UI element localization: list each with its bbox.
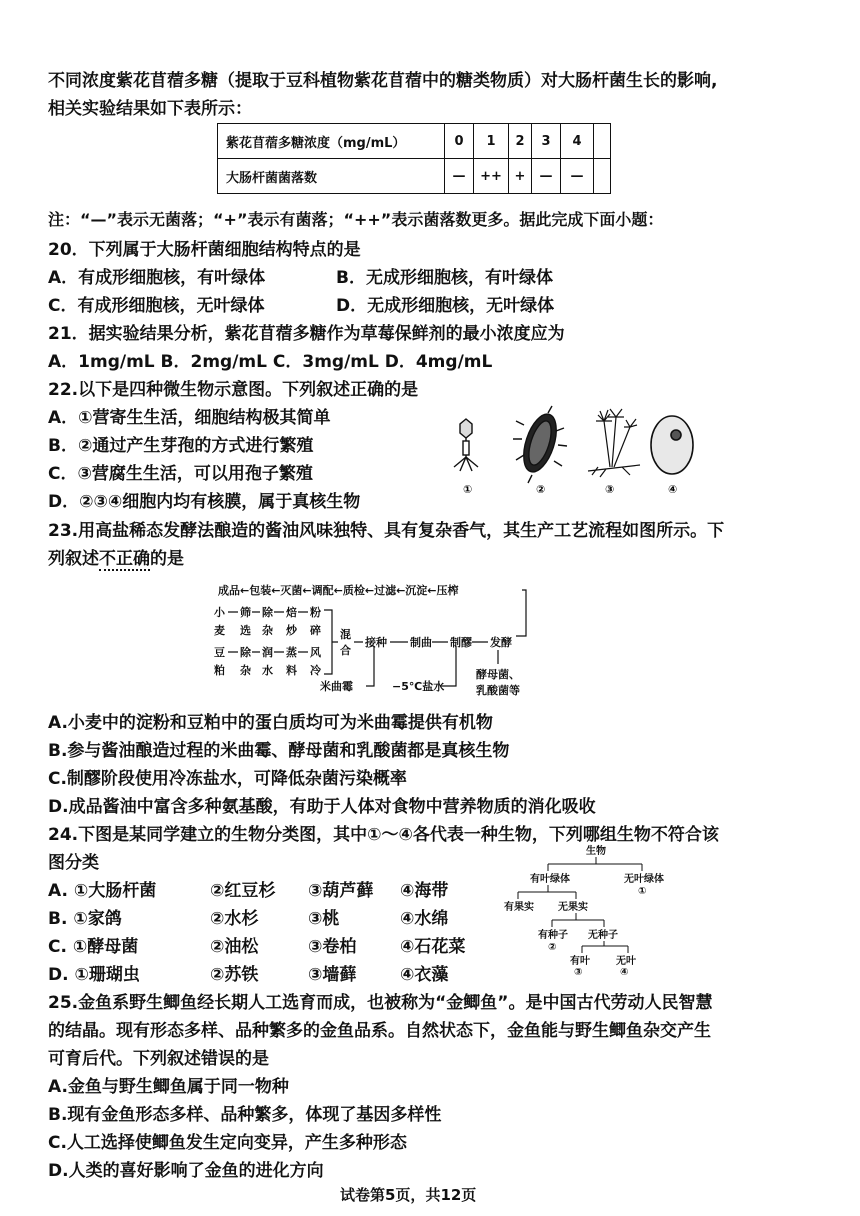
q22-option-b[interactable]: B．②通过产生芽孢的方式进行繁殖 (48, 436, 314, 456)
intro-line-1: 不同浓度紫花苜蓿多糖（提取于豆科植物紫花苜蓿中的糖类物质）对大肠杆菌生长的影响, (48, 71, 718, 91)
flow-koji: 制曲 (410, 636, 432, 649)
q22-option-a[interactable]: A．①营寄生生活，细胞结构极其简单 (48, 408, 331, 428)
q24-option-d-item: ③墙藓 (308, 965, 357, 985)
table-cell: + (509, 159, 532, 194)
q20-option-a[interactable]: A．有成形细胞核，有叶绿体 (48, 268, 266, 288)
q24-option-c[interactable]: C. ①酵母菌 (48, 937, 139, 957)
flow-bean: 蒸 (286, 646, 297, 659)
tree-node: ④ (620, 967, 629, 977)
q23-stem-post: 的是 (150, 549, 184, 569)
flow-wheat: 碎 (310, 624, 321, 637)
table-cell: 2 (509, 124, 532, 159)
flow-wheat: 麦 (214, 624, 225, 637)
table-row-label: 紫花苜蓿多糖浓度（mg/mL） (218, 124, 445, 159)
microbe-figure (440, 405, 710, 500)
q24-stem-line-1: 24.下图是某同学建立的生物分类图，其中①～④各代表一种生物，下列哪组生物不符合该 (48, 825, 719, 845)
q24-option-b-item: ③桃 (308, 909, 340, 929)
q23-option-c[interactable]: C.制醪阶段使用冷冻盐水，可降低杂菌污染概率 (48, 769, 407, 789)
q24-option-c-item: ④石花菜 (400, 937, 466, 957)
flow-wheat: 炒 (286, 624, 297, 637)
soy-sauce-flow-diagram (200, 578, 540, 703)
q20-stem: 20．下列属于大肠杆菌细胞结构特点的是 (48, 240, 361, 260)
q24-option-d-item: ②苏铁 (210, 965, 259, 985)
flow-yeast: 酵母菌、 (476, 668, 520, 681)
tree-node: 生物 (586, 846, 606, 857)
figure-label: ④ (668, 483, 678, 496)
figure-label: ③ (605, 483, 615, 496)
q24-option-a-item: ④海带 (400, 881, 449, 901)
yeast-icon (651, 416, 693, 474)
table-cell (594, 124, 611, 159)
table-cell: — (561, 159, 594, 194)
q25-stem-line-1: 25.金鱼系野生鲫鱼经长期人工选育而成，也被称为“金鲫鱼”。是中国古代劳动人民智慧 (48, 993, 713, 1013)
table-row (218, 159, 611, 194)
figure-label: ② (536, 483, 546, 496)
table-cell: 1 (474, 124, 509, 159)
flow-wheat: 选 (240, 624, 251, 637)
table-row-label: 大肠杆菌菌落数 (218, 159, 445, 194)
classification-tree (500, 842, 710, 977)
note: 注：“—”表示无菌落；“+”表示有菌落；“++”表示菌落数更多。据此完成下面小题： (48, 210, 664, 229)
intro-line-2: 相关实验结果如下表所示： (48, 99, 252, 119)
flow-ferment: 发酵 (490, 636, 512, 649)
flow-wheat: 除 (262, 606, 273, 619)
table-cell (594, 159, 611, 194)
flow-bean: 风 (310, 646, 321, 659)
flow-top-row: 成品←包装←灭菌←调配←质检←过滤←沉淀←压榨 (218, 584, 459, 597)
q23-stem-line-2 (48, 544, 184, 569)
q21-options[interactable]: A．1mg/mL B．2mg/mL C．3mg/mL D．4mg/mL (48, 352, 493, 372)
mold-icon (588, 409, 640, 477)
tree-node: 有种子 (538, 930, 568, 941)
q24-option-b-item: ④水绵 (400, 909, 449, 929)
q24-option-b[interactable]: B. ①家鸽 (48, 909, 122, 929)
flow-wheat: 粉 (310, 606, 321, 619)
tree-node: 无叶 (616, 956, 636, 967)
q25-stem-line-3: 可育后代。下列叙述错误的是 (48, 1049, 269, 1069)
flow-wheat: 小 (214, 606, 225, 619)
tree-node: 无叶绿体 (624, 874, 664, 885)
flow-aspergillus: 米曲霉 (320, 680, 353, 693)
q25-stem-line-2: 的结晶。现有形态多样、品种繁多的金鱼品系。自然状态下，金鱼能与野生鲫鱼杂交产生 (48, 1021, 711, 1041)
table-cell: — (445, 159, 474, 194)
flow-bean: 水 (262, 664, 273, 677)
tree-node: 有叶 (570, 956, 590, 967)
table-cell: 3 (532, 124, 561, 159)
q24-option-d[interactable]: D. ①珊瑚虫 (48, 965, 140, 985)
tree-node: 无种子 (588, 930, 618, 941)
tree-node: ③ (574, 967, 583, 977)
flow-wheat: 焙 (286, 606, 297, 619)
flow-wheat: 杂 (262, 624, 273, 637)
figure-label: ① (463, 483, 473, 496)
q24-option-b-item: ②水杉 (210, 909, 259, 929)
flow-inoculate: 接种 (365, 636, 387, 649)
q25-option-b[interactable]: B.现有金鱼形态多样、品种繁多，体现了基因多样性 (48, 1105, 442, 1125)
q25-option-c[interactable]: C.人工选择使鲫鱼发生定向变异，产生多种形态 (48, 1133, 407, 1153)
q24-option-a-item: ②红豆杉 (210, 881, 276, 901)
q24-option-c-item: ③卷柏 (308, 937, 357, 957)
q22-option-c[interactable]: C．③营腐生生活，可以用孢子繁殖 (48, 464, 313, 484)
q23-option-a[interactable]: A.小麦中的淀粉和豆粕中的蛋白质均可为米曲霉提供有机物 (48, 713, 493, 733)
flow-bean: 润 (262, 646, 273, 659)
experiment-table (217, 123, 611, 194)
flow-bean: 豆 (214, 646, 225, 659)
q25-option-d[interactable]: D.人类的喜好影响了金鱼的进化方向 (48, 1161, 324, 1181)
flow-mix: 混 (340, 628, 351, 641)
q22-stem: 22.以下是四种微生物示意图。下列叙述正确的是 (48, 380, 419, 400)
table-cell: ++ (474, 159, 509, 194)
q24-option-d-item: ④衣藻 (400, 965, 449, 985)
q20-option-b[interactable]: B．无成形细胞核，有叶绿体 (336, 268, 553, 288)
flow-bean: 杂 (240, 664, 251, 677)
flow-mash: 制醪 (450, 636, 472, 649)
tree-node: ① (638, 886, 647, 897)
tree-node: 有果实 (504, 902, 534, 913)
q25-option-a[interactable]: A.金鱼与野生鲫鱼属于同一物种 (48, 1077, 289, 1097)
page-footer: 试卷第5页，共12页 (340, 1186, 477, 1204)
table-cell: 4 (561, 124, 594, 159)
q24-option-c-item: ②油松 (210, 937, 259, 957)
flow-mix: 合 (340, 644, 351, 657)
table-row (218, 124, 611, 159)
flow-bean: 料 (286, 664, 297, 677)
flow-yeast: 乳酸菌等 (476, 684, 520, 697)
tree-node: 无果实 (558, 902, 588, 913)
flow-bean: 冷 (310, 664, 321, 677)
q23-stem-pre: 列叙述 (48, 549, 99, 569)
q23-option-d[interactable]: D.成品酱油中富含多种氨基酸，有助于人体对食物中营养物质的消化吸收 (48, 797, 596, 817)
q24-option-a[interactable]: A. ①大肠杆菌 (48, 881, 157, 901)
tree-node: 有叶绿体 (530, 874, 570, 885)
q24-option-a-item: ③葫芦藓 (308, 881, 374, 901)
virus-icon (454, 419, 478, 471)
bacterium-icon (513, 406, 567, 483)
flow-bean: 除 (240, 646, 251, 659)
q23-stem-line-1: 23.用高盐稀态发酵法酿造的酱油风味独特、具有复杂香气，其生产工艺流程如图所示。下 (48, 521, 725, 541)
q20-option-c[interactable]: C．有成形细胞核，无叶绿体 (48, 296, 265, 316)
flow-brine: −5℃盐水 (392, 680, 445, 693)
table-cell: 0 (445, 124, 474, 159)
q22-option-d[interactable]: D．②③④细胞内均有核膜，属于真核生物 (48, 492, 361, 512)
tree-node: ② (548, 942, 557, 953)
table-cell: — (532, 159, 561, 194)
q23-option-b[interactable]: B.参与酱油酿造过程的米曲霉、酵母菌和乳酸菌都是真核生物 (48, 741, 510, 761)
q21-stem: 21．据实验结果分析，紫花苜蓿多糖作为草莓保鲜剂的最小浓度应为 (48, 324, 565, 344)
q20-option-d[interactable]: D．无成形细胞核，无叶绿体 (336, 296, 555, 316)
q24-stem-line-2: 图分类 (48, 853, 99, 873)
flow-wheat: 筛 (240, 606, 251, 619)
flow-bean: 粕 (214, 664, 225, 677)
q23-stem-emphasis: 不正确 (99, 549, 150, 569)
